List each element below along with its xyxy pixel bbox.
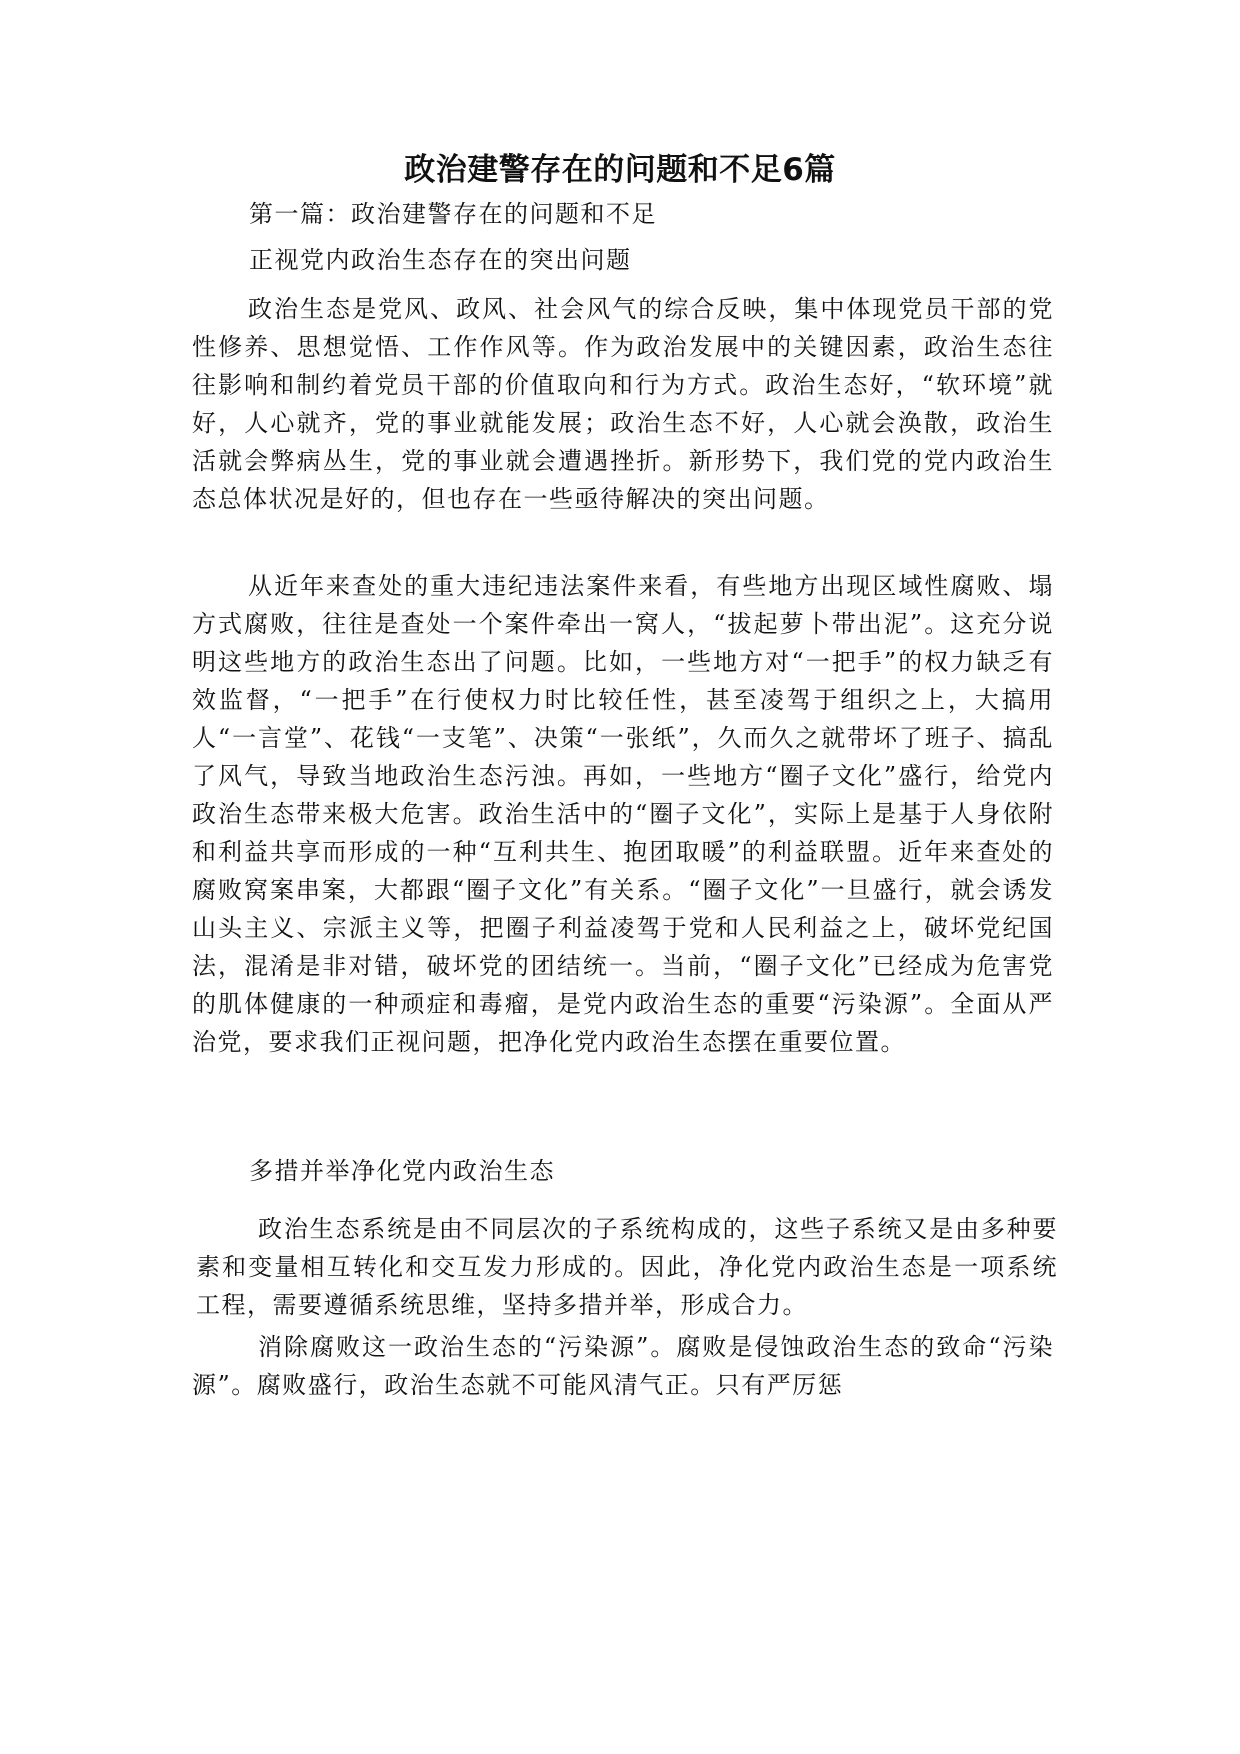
subheading-political-ecology-problems: 正视党内政治生态存在的突出问题 bbox=[249, 246, 632, 274]
paragraph-political-ecology-overview: 政治生态是党风、政风、社会风气的综合反映，集中体现党员干部的党性修养、思想觉悟、工作作风等。作为政治发展中的关键因素，政治生态往往影响和制约着党员干部的价值取向和行为方式。政治生态好，“软环境”就好，人心就齐，党的事业就能发展；政治生态不好，人心就会涣散，政治生活就会弊病丛生，党的事业就会遭遇挫折。新形势下，我们党的党内政治生态总体状况是好的，但也存在一些亟待解决的突出问题。 bbox=[192, 295, 1054, 513]
section-heading: 第一篇：政治建警存在的问题和不足 bbox=[249, 200, 657, 228]
subheading-purify-political-ecology: 多措并举净化党内政治生态 bbox=[249, 1157, 555, 1185]
paragraph-system-engineering: 政治生态系统是由不同层次的子系统构成的，这些子系统又是由多种要素和变量相互转化和交互发力形成的。因此，净化党内政治生态是一项系统工程，需要遵循系统思维，坚持多措并举，形成合力。 bbox=[196, 1215, 1058, 1319]
paragraph-corruption-cases: 从近年来查处的重大违纪违法案件来看，有些地方出现区域性腐败、塌方式腐败，往往是查处一个案件牵出一窝人，“拔起萝卜带出泥”。这充分说明这些地方的政治生态出了问题。比如，一些地方对“一把手”的权力缺乏有效监督，“一把手”在行使权力时比较任性，甚至凌驾于组织之上，大搞用人“一言堂”、花钱“一支笔”、决策“一张纸”，久而久之就带坏了班子、搞乱了风气，导致当地政治生态污浊。再如，一些地方“圈子文化”盛行，给党内政治生态带来极大危害。政治生活中的“圈子文化”，实际上是基于人身依附和利益共享而形成的一种“互利共生、抱团取暖”的利益联盟。近年来查处的腐败窝案串案，大都跟“圈子文化”有关系。“圈子文化”一旦盛行，就会诱发山头主义、宗派主义等，把圈子利益凌驾于党和人民利益之上，破坏党纪国法，混淆是非对错，破坏党的团结统一。当前，“圈子文化”已经成为危害党的肌体健康的一种顽症和毒瘤，是党内政治生态的重要“污染源”。全面从严治党，要求我们正视问题，把净化党内政治生态摆在重要位置。 bbox=[192, 572, 1054, 1056]
paragraph-eliminate-corruption: 消除腐败这一政治生态的“污染源”。腐败是侵蚀政治生态的致命“污染源”。腐败盛行，政治生态就不可能风清气正。只有严厉惩 bbox=[192, 1333, 1054, 1399]
document-title: 政治建警存在的问题和不足6篇 bbox=[404, 152, 836, 188]
